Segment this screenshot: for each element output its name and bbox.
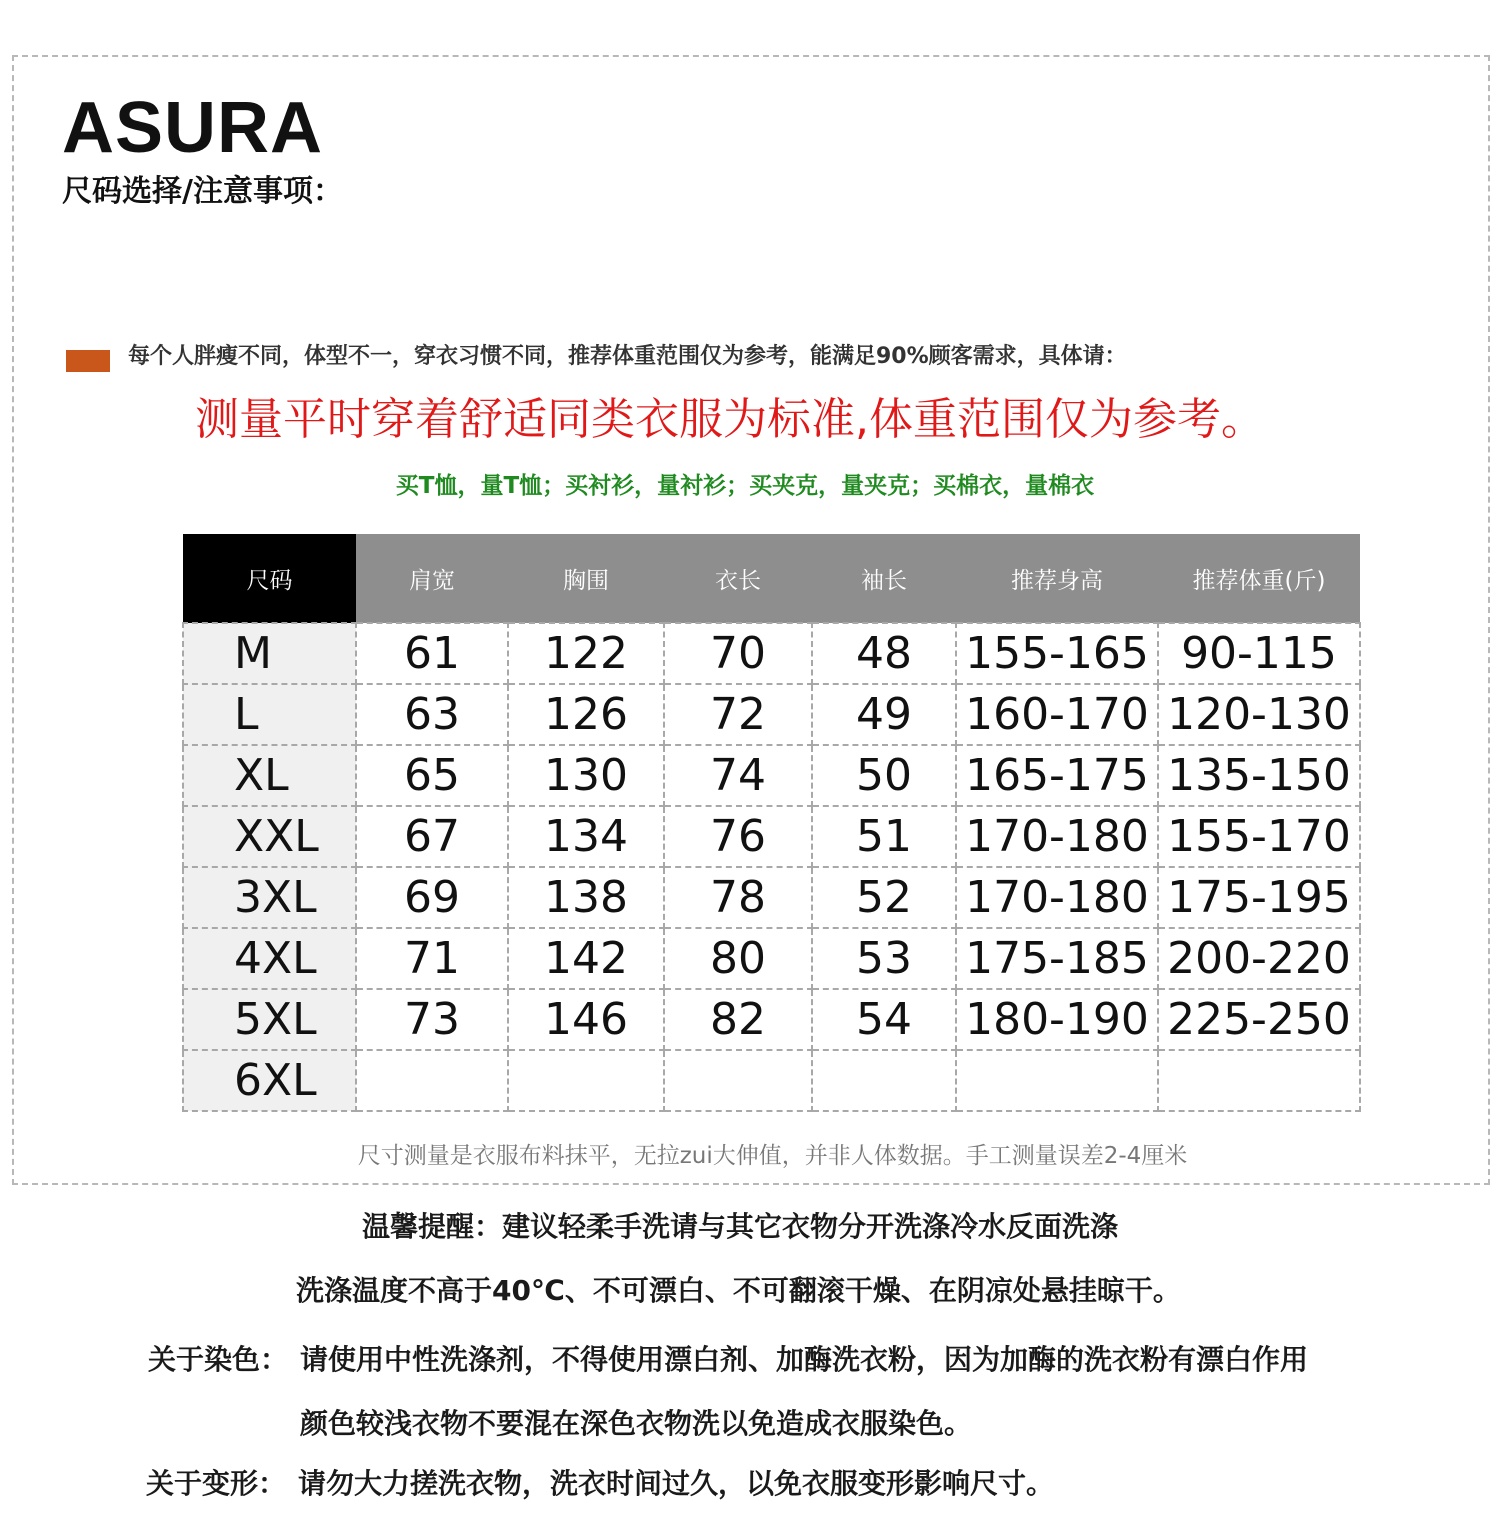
table-cell: 126	[508, 684, 664, 745]
table-row	[183, 1050, 1360, 1111]
table-cell: 122	[508, 623, 664, 684]
table-cell	[356, 1050, 508, 1111]
table-cell: 70	[664, 623, 812, 684]
table-row	[183, 806, 1360, 867]
table-cell: 65	[356, 745, 508, 806]
table-cell: 225-250	[1158, 989, 1360, 1050]
table-cell: 200-220	[1158, 928, 1360, 989]
table-cell: 170-180	[956, 806, 1158, 867]
table-cell: 73	[356, 989, 508, 1050]
table-cell: 180-190	[956, 989, 1158, 1050]
size-cell: XL	[183, 745, 356, 806]
table-cell: 50	[812, 745, 956, 806]
header-chest: 胸围	[508, 534, 664, 623]
table-row	[183, 623, 1360, 684]
table-header-row	[183, 534, 1360, 623]
table-cell	[508, 1050, 664, 1111]
table-cell: 61	[356, 623, 508, 684]
table-cell: 54	[812, 989, 956, 1050]
accent-bar	[66, 350, 110, 372]
table-cell: 134	[508, 806, 664, 867]
dye-text-line2: 颜色较浅衣物不要混在深色衣物洗以免造成衣服染色。	[300, 1407, 973, 1440]
table-cell: 170-180	[956, 867, 1158, 928]
table-cell: 175-185	[956, 928, 1158, 989]
table-cell: 49	[812, 684, 956, 745]
table-cell: 82	[664, 989, 812, 1050]
size-cell: 6XL	[183, 1050, 356, 1111]
table-cell: 155-165	[956, 623, 1158, 684]
table-cell: 51	[812, 806, 956, 867]
table-row	[183, 989, 1360, 1050]
deform-text: 请勿大力搓洗衣物，洗衣时间过久，以免衣服变形影响尺寸。	[298, 1467, 1055, 1500]
table-cell	[1158, 1050, 1360, 1111]
measurement-standard-note: 测量平时穿着舒适同类衣服为标准,体重范围仅为参考。	[195, 394, 1265, 445]
table-cell: 67	[356, 806, 508, 867]
dye-text-line1: 请使用中性洗涤剂，不得使用漂白剂、加酶洗衣粉，因为加酶的洗衣粉有漂白作用	[300, 1343, 1309, 1376]
table-cell	[664, 1050, 812, 1111]
header-weight: 推荐体重(斤)	[1158, 534, 1360, 623]
header-length: 衣长	[664, 534, 812, 623]
table-cell	[956, 1050, 1158, 1111]
table-cell: 146	[508, 989, 664, 1050]
header-shoulder: 肩宽	[356, 534, 508, 623]
table-cell: 142	[508, 928, 664, 989]
table-cell	[812, 1050, 956, 1111]
size-cell: XXL	[183, 806, 356, 867]
table-cell: 71	[356, 928, 508, 989]
care-reminder-line1: 温馨提醒：建议轻柔手洗请与其它衣物分开洗涤冷水反面洗涤	[362, 1210, 1119, 1243]
table-cell: 78	[664, 867, 812, 928]
table-cell: 63	[356, 684, 508, 745]
header-size: 尺码	[183, 534, 356, 623]
deform-label: 关于变形：	[146, 1467, 287, 1500]
table-cell: 52	[812, 867, 956, 928]
size-cell: 3XL	[183, 867, 356, 928]
table-cell: 72	[664, 684, 812, 745]
table-cell: 74	[664, 745, 812, 806]
table-cell: 175-195	[1158, 867, 1360, 928]
intro-text: 每个人胖瘦不同，体型不一，穿衣习惯不同，推荐体重范围仅为参考，能满足90%顾客需求，具体请：	[128, 344, 1127, 369]
table-row	[183, 745, 1360, 806]
table-cell: 80	[664, 928, 812, 989]
care-reminder-line2: 洗涤温度不高于40℃、不可漂白、不可翻滚干燥、在阴凉处悬挂晾干。	[296, 1274, 1181, 1307]
dye-label: 关于染色：	[148, 1343, 289, 1376]
page-subtitle: 尺码选择/注意事项：	[62, 174, 343, 209]
measure-same-type-note: 买T恤，量T恤；买衬衫，量衬衫；买夹克，量夹克；买棉衣，量棉衣	[395, 473, 1095, 499]
brand-logo: ASURA	[62, 88, 324, 168]
table-cell: 76	[664, 806, 812, 867]
table-cell: 138	[508, 867, 664, 928]
header-height: 推荐身高	[956, 534, 1158, 623]
table-cell: 90-115	[1158, 623, 1360, 684]
table-cell: 53	[812, 928, 956, 989]
size-cell: 4XL	[183, 928, 356, 989]
table-cell: 130	[508, 745, 664, 806]
table-cell: 135-150	[1158, 745, 1360, 806]
table-cell: 69	[356, 867, 508, 928]
table-row	[183, 867, 1360, 928]
size-table	[182, 534, 1361, 1112]
header-sleeve: 袖长	[812, 534, 956, 623]
size-cell: M	[183, 623, 356, 684]
table-row	[183, 684, 1360, 745]
table-cell: 155-170	[1158, 806, 1360, 867]
table-cell: 120-130	[1158, 684, 1360, 745]
table-cell: 48	[812, 623, 956, 684]
table-row	[183, 928, 1360, 989]
size-cell: 5XL	[183, 989, 356, 1050]
table-cell: 160-170	[956, 684, 1158, 745]
measurement-disclaimer: 尺寸测量是衣服布料抹平，无拉zui大伸值，并非人体数据。手工测量误差2-4厘米	[357, 1143, 1188, 1169]
size-cell: L	[183, 684, 356, 745]
table-cell: 165-175	[956, 745, 1158, 806]
